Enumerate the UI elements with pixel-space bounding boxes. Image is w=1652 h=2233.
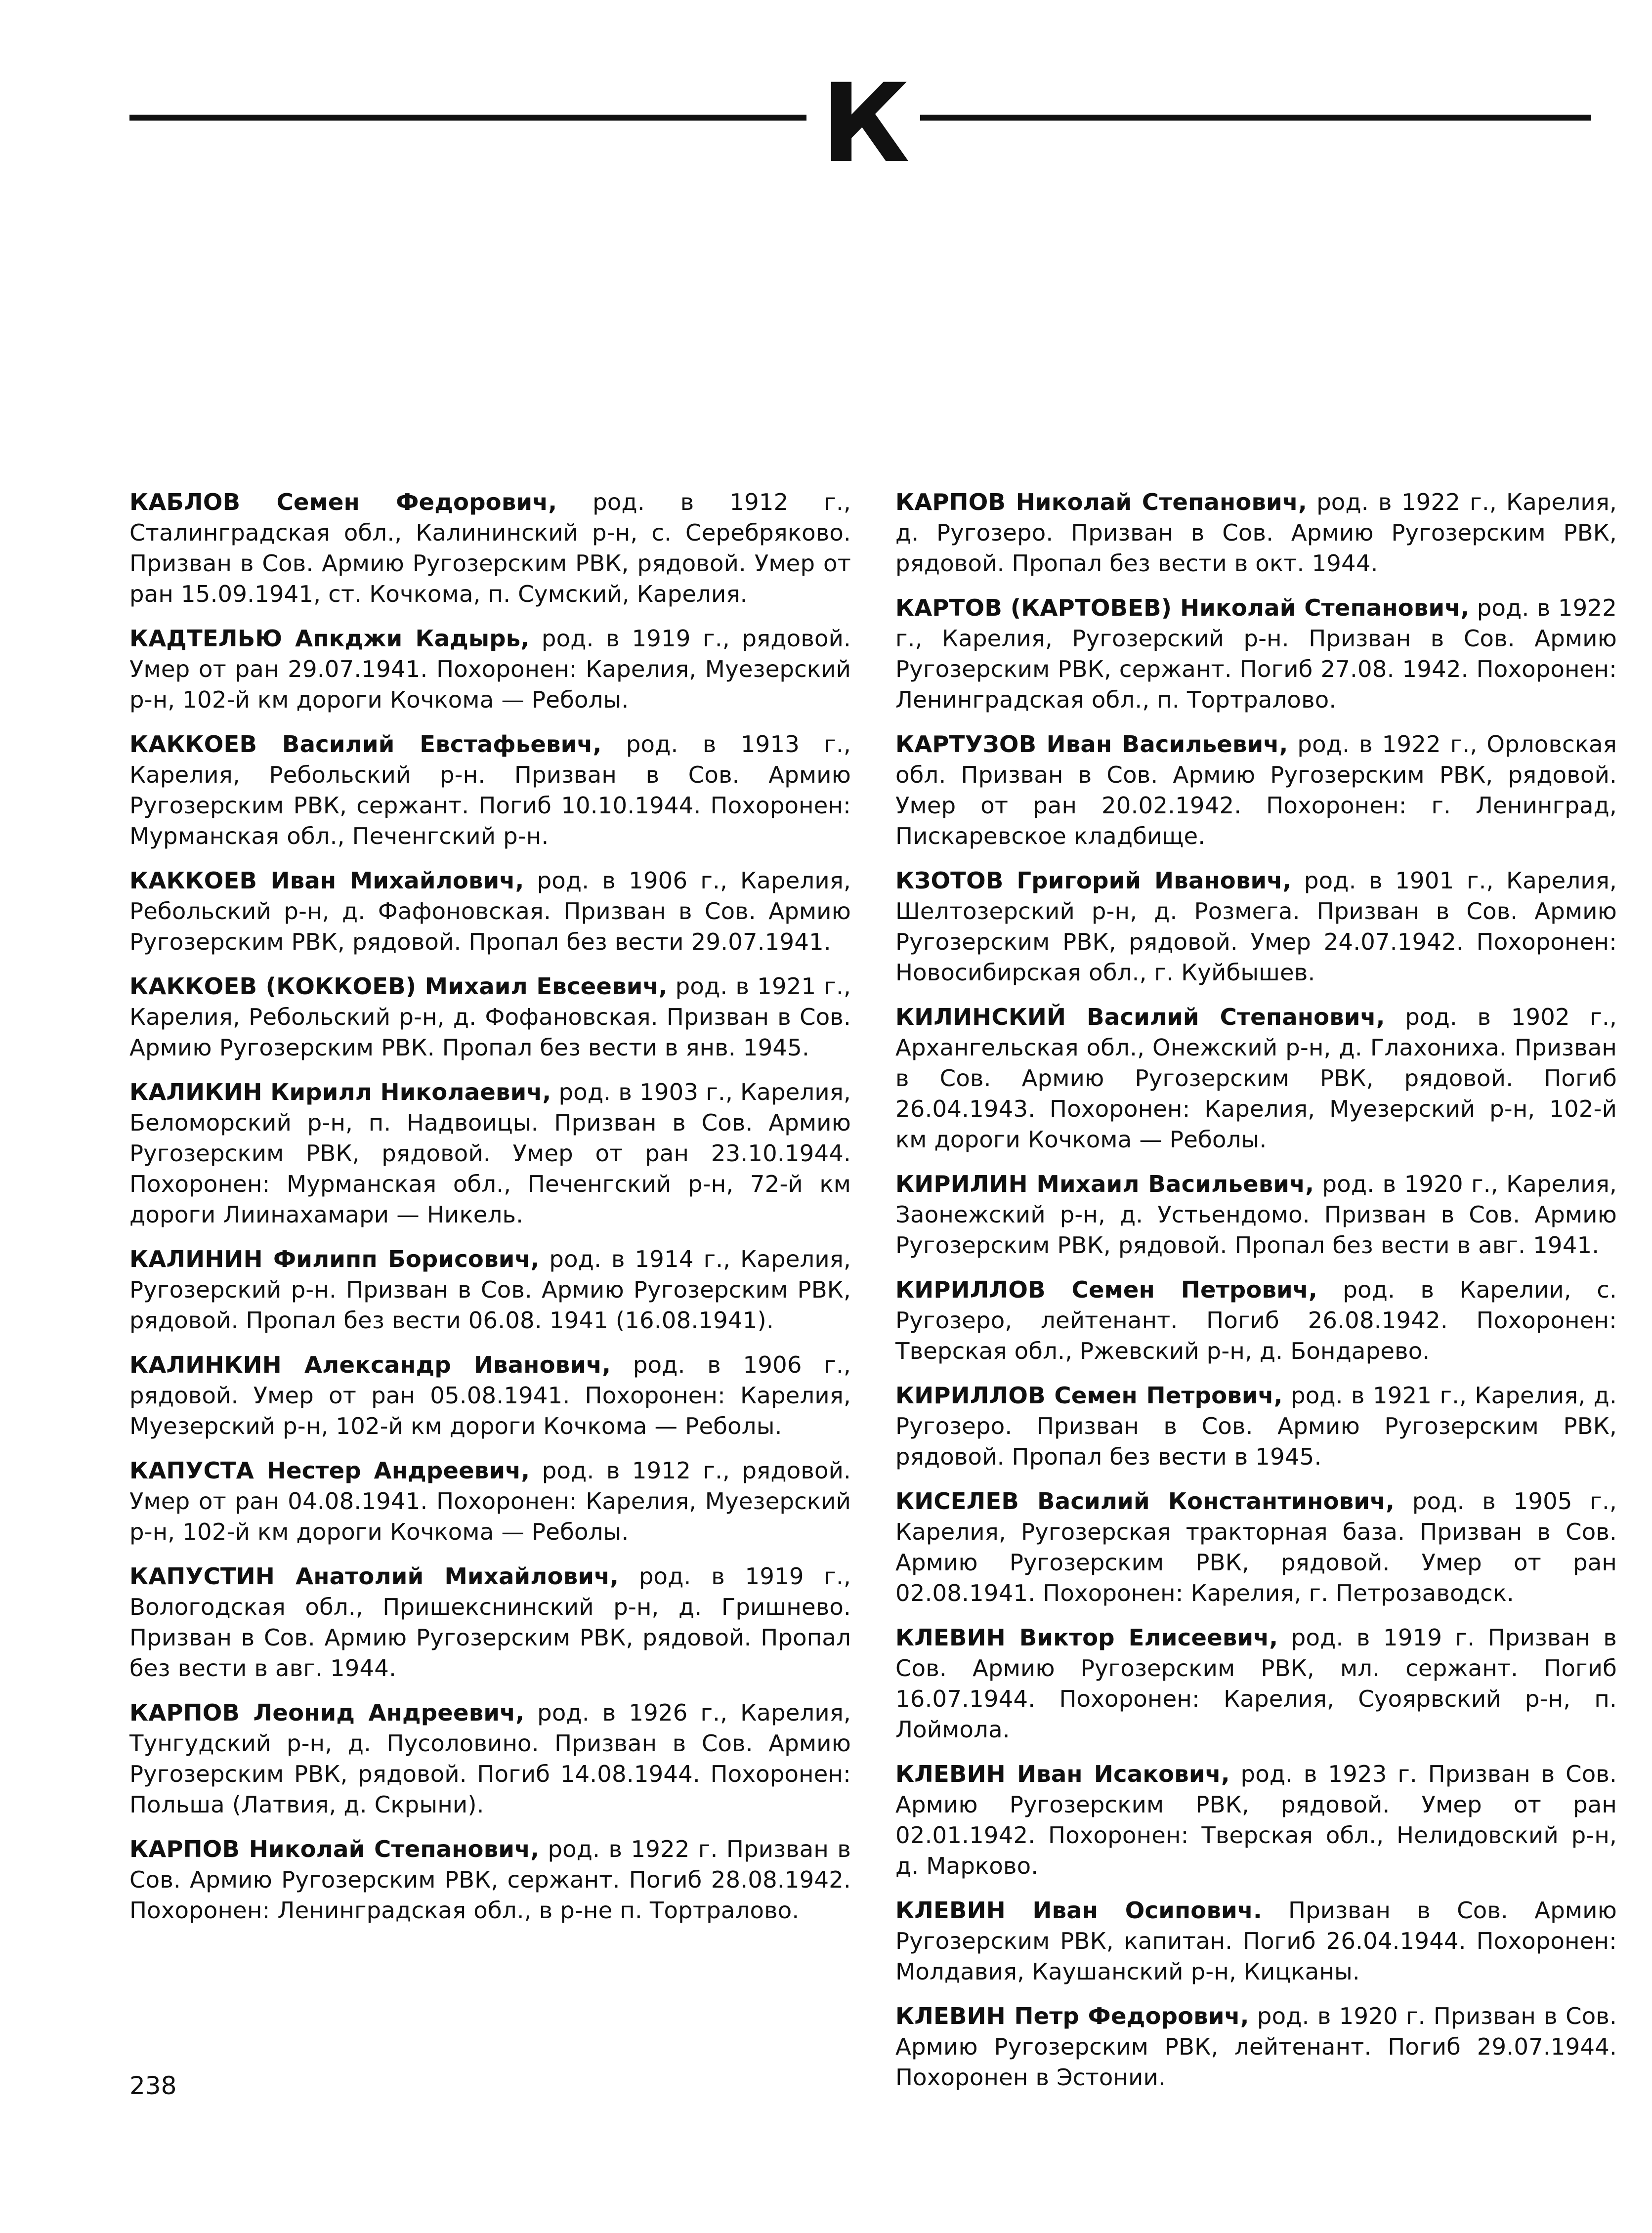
- entry-name: КАЛИКИН Кирилл Николаевич,: [129, 1079, 551, 1105]
- entry: [129, 1561, 851, 1684]
- entry-name: КАККОЕВ Василий Евстафьевич,: [129, 731, 602, 758]
- entry: [129, 1244, 851, 1336]
- entry-name: КИРИЛИН Михаил Васильевич,: [895, 1171, 1314, 1197]
- entry-name: КИРИЛЛОВ Семен Петрович,: [895, 1382, 1283, 1409]
- entry-text: род. в 1921 г., Карелия, д. Ругозеро. Призван в Сов. Армию Ругозерским РВК, рядовой. Пропал без вести в 1945.: [895, 1382, 1617, 1470]
- entry-name: КАПУСТИН Анатолий Михайлович,: [129, 1563, 619, 1590]
- entry-name: КИРИЛЛОВ Семен Петрович,: [895, 1276, 1317, 1303]
- section-header: [129, 60, 1591, 222]
- entry-text: род. в 1922 г., Карелия, д. Ругозеро. Призван в Сов. Армию Ругозерским РВК, рядовой. Пропал без вести в окт. 1944.: [895, 489, 1617, 577]
- entry-text: род. в 1912 г., рядовой. Умер от ран 04.08.1941. Похоронен: Карелия, Муезерский р-н, 102-й км дороги Кочкома — Реболы.: [129, 1457, 851, 1545]
- entry-text: род. в 1913 г., Карелия, Ребольский р-н. Призван в Сов. Армию Ругозерским РВК, сержант. Погиб 10.10.1944. Похоронен: Мурманская обл., Печенгский р-н.: [129, 731, 851, 849]
- entry: [129, 1077, 851, 1230]
- entry: [895, 1622, 1617, 1745]
- header-rule-left: [129, 115, 806, 121]
- entry-name: КАРТОВ (КАРТОВЕВ) Николай Степанович,: [895, 594, 1470, 621]
- entry-name: КАДТЕЛЬЮ Апкджи Кадырь,: [129, 625, 530, 652]
- entry-name: КАРПОВ Леонид Андреевич,: [129, 1699, 525, 1726]
- entry: [895, 592, 1617, 715]
- entry: [895, 1169, 1617, 1261]
- entry-text: род. в 1919 г., Вологодская обл., Пришекснинский р-н, д. Гришнево. Призван в Сов. Армию Ругозерским РВК, рядовой. Пропал без вести в авг. 1944.: [129, 1563, 851, 1682]
- entry: [129, 1455, 851, 1547]
- entry: [129, 1697, 851, 1820]
- entry-text: род. в 1922 г. Призван в Сов. Армию Ругозерским РВК, сержант. Погиб 28.08.1942. Похоронен: Ленинградская обл., в р-не п. Тортралово.: [129, 1836, 851, 1924]
- entry-text: род. в 1905 г., Карелия, Ругозерская тракторная база. Призван в Сов. Армию Ругозерским РВК, рядовой. Умер от ран 02.08.1941. Похоронен: Карелия, г. Петрозаводск.: [895, 1488, 1617, 1606]
- entry: [895, 487, 1617, 579]
- entry-name: КАБЛОВ Семен Федорович,: [129, 489, 557, 515]
- entry-name: КАЛИНИН Филипп Борисович,: [129, 1246, 540, 1272]
- entry-name: КИЛИНСКИЙ Василий Степанович,: [895, 1004, 1385, 1030]
- entry: [895, 2001, 1617, 2093]
- entry-text: род. в 1923 г. Призван в Сов. Армию Ругозерским РВК, рядовой. Умер от ран 02.01.1942. Похоронен: Тверская обл., Нелидовский р-н, д. Марково.: [895, 1761, 1617, 1879]
- entry-name: КИСЕЛЕВ Василий Константинович,: [895, 1488, 1395, 1515]
- entry: [129, 729, 851, 851]
- entry-text: род. в 1906 г., Карелия, Ребольский р-н, д. Фафоновская. Призван в Сов. Армию Ругозерским РВК, рядовой. Пропал без вести 29.07.1941.: [129, 867, 851, 955]
- entry: [129, 1349, 851, 1441]
- entry-name: КЛЕВИН Виктор Елисеевич,: [895, 1624, 1278, 1651]
- entry-text: род. в 1901 г., Карелия, Шелтозерский р-н, д. Розмега. Призван в Сов. Армию Ругозерским РВК, рядовой. Умер 24.07.1942. Похоронен: Новосибирская обл., г. Куйбышев.: [895, 867, 1617, 986]
- entry: [895, 1380, 1617, 1472]
- entry-text: род. в 1919 г. Призван в Сов. Армию Ругозерским РВК, мл. сержант. Погиб 16.07.1944. Похоронен: Карелия, Суоярвский р-н, п. Лоймола.: [895, 1624, 1617, 1743]
- entry: [895, 865, 1617, 988]
- entry-name: КАРПОВ Николай Степанович,: [895, 489, 1307, 515]
- entry: [129, 971, 851, 1063]
- entry-name: КАЛИНКИН Александр Иванович,: [129, 1351, 611, 1378]
- entry-name: КАПУСТА Нестер Андреевич,: [129, 1457, 530, 1484]
- page-number: 238: [129, 2071, 177, 2100]
- entry-text: род. в 1902 г., Архангельская обл., Онежский р-н, д. Глахониха. Призван в Сов. Армию Ругозерским РВК, рядовой. Погиб 26.04.1943. Похоронен: Карелия, Муезерский р-н, 102-й км дороги Кочкома — Реболы.: [895, 1004, 1617, 1153]
- entry: [129, 865, 851, 957]
- entry-text: род. в 1914 г., Карелия, Ругозерский р-н. Призван в Сов. Армию Ругозерским РВК, рядовой. Пропал без вести 06.08. 1941 (16.08.1941).: [129, 1246, 851, 1334]
- entry-text: род. в 1921 г., Карелия, Ребольский р-н, д. Фофановская. Призван в Сов. Армию Ругозерским РВК. Пропал без вести в янв. 1945.: [129, 973, 851, 1061]
- entry-text: род. в 1922 г., Орловская обл. Призван в Сов. Армию Ругозерским РВК, рядовой. Умер от ран 20.02.1942. Похоронен: г. Ленинград, Пискаревское кладбище.: [895, 731, 1617, 849]
- entry: [895, 1759, 1617, 1881]
- entry-text: род. в 1920 г., Карелия, Заонежский р-н, д. Устьендомо. Призван в Сов. Армию Ругозерским РВК, рядовой. Пропал без вести в авг. 1941.: [895, 1171, 1617, 1259]
- entry-name: КАРПОВ Николай Степанович,: [129, 1836, 540, 1862]
- entry-text: Призван в Сов. Армию Ругозерским РВК, капитан. Погиб 26.04.1944. Похоронен: Молдавия, Каушанский р-н, Кицканы.: [895, 1897, 1617, 1985]
- entry-text: род. в 1920 г. Призван в Сов. Армию Ругозерским РВК, лейтенант. Погиб 29.07.1944. Похоронен в Эстонии.: [895, 2003, 1617, 2091]
- entry-text: род. в 1912 г., Сталинградская обл., Калининский р-н, с. Серебряково. Призван в Сов. Армию Ругозерским РВК, рядовой. Умер от ран 15.09.1941, ст. Кочкома, п. Сумский, Карелия.: [129, 489, 851, 607]
- right-column: [895, 487, 1617, 2107]
- section-letter: К: [821, 60, 908, 187]
- entry: [895, 729, 1617, 851]
- entry: [895, 1002, 1617, 1155]
- entry-name: КЛЕВИН Иван Осипович.: [895, 1897, 1262, 1924]
- entry: [129, 1834, 851, 1926]
- header-rule-right: [920, 115, 1591, 121]
- entry: [129, 487, 851, 609]
- entry-text: род. в 1926 г., Карелия, Тунгудский р-н, д. Пусоловино. Призван в Сов. Армию Ругозерским РВК, рядовой. Погиб 14.08.1944. Похоронен: Польша (Латвия, д. Скрыни).: [129, 1699, 851, 1818]
- entry-text: род. в 1919 г., рядовой. Умер от ран 29.07.1941. Похоронен: Карелия, Муезерский р-н, 102-й км дороги Кочкома — Реболы.: [129, 625, 851, 713]
- left-column: [129, 487, 851, 1939]
- entry-text: род. в Карелии, с. Ругозеро, лейтенант. Погиб 26.08.1942. Похоронен: Тверская обл., Ржевский р-н, д. Бондарево.: [895, 1276, 1617, 1364]
- entry-text: род. в 1906 г., рядовой. Умер от ран 05.08.1941. Похоронен: Карелия, Муезерский р-н, 102-й км дороги Кочкома — Реболы.: [129, 1351, 851, 1439]
- entry-name: КЛЕВИН Петр Федорович,: [895, 2003, 1249, 2029]
- entry: [895, 1895, 1617, 1987]
- entry-name: КЛЕВИН Иван Исакович,: [895, 1761, 1230, 1787]
- entry: [895, 1486, 1617, 1608]
- entry-text: род. в 1922 г., Карелия, Ругозерский р-н. Призван в Сов. Армию Ругозерским РВК, сержант. Погиб 27.08. 1942. Похоронен: Ленинградская обл., п. Тортралово.: [895, 594, 1617, 713]
- entry-name: КАРТУЗОВ Иван Васильевич,: [895, 731, 1288, 758]
- entry: [129, 623, 851, 715]
- entry-name: КЗОТОВ Григорий Иванович,: [895, 867, 1292, 894]
- entry: [895, 1274, 1617, 1366]
- entry-name: КАККОЕВ (КОККОЕВ) Михаил Евсеевич,: [129, 973, 668, 1000]
- entry-text: род. в 1903 г., Карелия, Беломорский р-н, п. Надвоицы. Призван в Сов. Армию Ругозерским РВК, рядовой. Умер от ран 23.10.1944. Похоронен: Мурманская обл., Печенгский р-н, 72-й км дороги Лиинахамари — Никель.: [129, 1079, 851, 1228]
- entry-name: КАККОЕВ Иван Михайлович,: [129, 867, 524, 894]
